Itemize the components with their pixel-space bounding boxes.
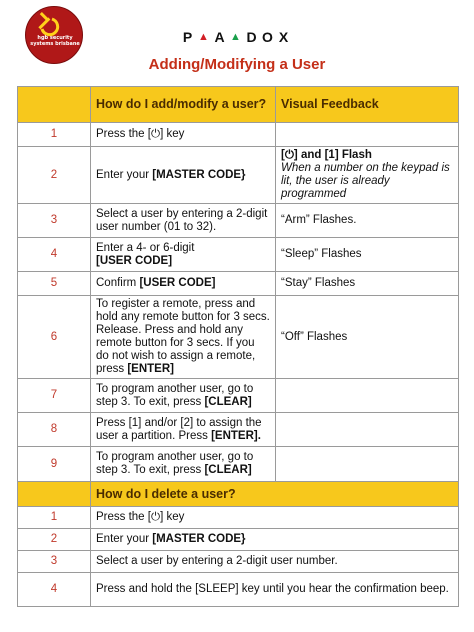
table-row — [18, 379, 459, 413]
step-number: 1 — [18, 507, 91, 529]
logo-line-1: hgb security — [37, 35, 73, 41]
step-feedback: “Stay” Flashes — [276, 272, 459, 296]
step-number: 7 — [18, 379, 91, 413]
step-action: Press and hold the [SLEEP] key until you hear the confirmation beep. — [91, 573, 459, 607]
header-action: How do I add/modify a user? — [91, 87, 276, 123]
step-feedback — [276, 413, 459, 447]
table-row — [18, 551, 459, 573]
table-row — [18, 413, 459, 447]
step-action: To program another user, go to step 3. To exit, press [CLEAR] — [91, 379, 276, 413]
step-action: Select a user by entering a 2-digit user number (01 to 32). — [91, 204, 276, 238]
step-action: Press [1] and/or [2] to assign the user a partition. Press [ENTER]. — [91, 413, 276, 447]
step-number: 8 — [18, 413, 91, 447]
table-row — [18, 147, 459, 204]
step-number: 1 — [18, 123, 91, 147]
logo-line-2: systems brisbane — [30, 41, 80, 47]
table-row — [18, 238, 459, 272]
step-feedback: “Sleep” Flashes — [276, 238, 459, 272]
step-action: Enter a 4- or 6-digit [USER CODE] — [91, 238, 276, 272]
step-feedback: “Off” Flashes — [276, 296, 459, 379]
delete-section-header — [18, 482, 459, 507]
table-row — [18, 296, 459, 379]
step-feedback: [⏻] and [1] Flash When a number on the keypad is lit, the user is already programmed — [276, 147, 459, 204]
add-section-header — [18, 87, 459, 123]
step-number: 4 — [18, 573, 91, 607]
feedback-note: When a number on the keypad is lit, the user is already programmed — [281, 162, 450, 200]
step-feedback — [276, 379, 459, 413]
page-title: Adding/Modifying a User — [148, 56, 326, 73]
green-triangle-icon: ▲ — [230, 31, 242, 43]
red-triangle-icon: ▲ — [198, 31, 210, 43]
brand-letter: X — [278, 29, 290, 45]
brand-wordmark — [180, 26, 292, 48]
step-action: Enter your [MASTER CODE} — [91, 529, 459, 551]
table-row — [18, 447, 459, 482]
step-number: 6 — [18, 296, 91, 379]
step-number: 5 — [18, 272, 91, 296]
table-row — [18, 573, 459, 607]
table-row — [18, 272, 459, 296]
step-action: Select a user by entering a 2-digit user number. — [91, 551, 459, 573]
brand-letter: O — [262, 29, 274, 45]
step-number: 3 — [18, 551, 91, 573]
step-number: 2 — [18, 147, 91, 204]
table-row — [18, 529, 459, 551]
step-number: 9 — [18, 447, 91, 482]
step-action: To register a remote, press and hold any remote button for 3 secs. Release. Press and hold any remote button for 3 secs. If you do not wish to assign a remote, press [ENTER] — [91, 296, 276, 379]
brand-letter: D — [246, 29, 258, 45]
table-row — [18, 204, 459, 238]
header-action: How do I delete a user? — [91, 482, 459, 507]
step-number: 4 — [18, 238, 91, 272]
step-action: To program another user, go to step 3. To exit, press [CLEAR] — [91, 447, 276, 482]
header-number-cell — [18, 482, 91, 507]
step-action: Confirm [USER CODE] — [91, 272, 276, 296]
step-action: Press the [⏻] key — [91, 507, 459, 529]
header-number-cell — [18, 87, 91, 123]
instructions-table — [17, 86, 459, 607]
step-action: Press the [⏻] key — [91, 123, 276, 147]
brand-letter: A — [214, 29, 226, 45]
brand-letter: P — [182, 29, 194, 45]
step-feedback — [276, 447, 459, 482]
step-action: Enter your [MASTER CODE} — [91, 147, 276, 204]
table-row — [18, 123, 459, 147]
step-number: 3 — [18, 204, 91, 238]
step-feedback — [276, 123, 459, 147]
header-feedback: Visual Feedback — [276, 87, 459, 123]
logo-text — [26, 35, 83, 47]
step-number: 2 — [18, 529, 91, 551]
step-feedback: “Arm” Flashes. — [276, 204, 459, 238]
table-row — [18, 507, 459, 529]
